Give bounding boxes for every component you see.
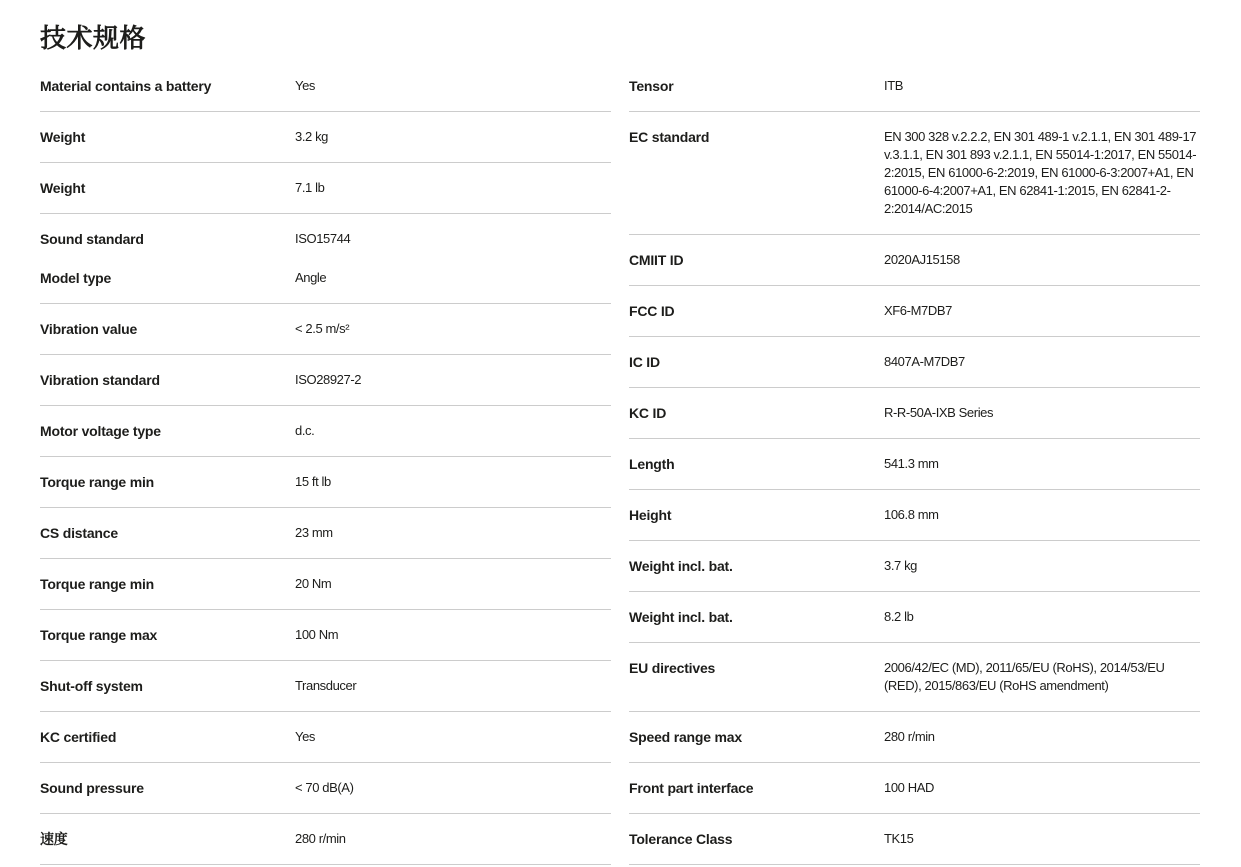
spec-label: CS distance xyxy=(40,525,118,541)
spec-row xyxy=(629,235,1200,286)
spec-label: Length xyxy=(629,456,675,472)
spec-label: FCC ID xyxy=(629,303,675,319)
spec-row xyxy=(40,214,611,253)
spec-value: Transducer xyxy=(295,678,357,693)
spec-label: Weight xyxy=(40,129,86,145)
spec-label: Height xyxy=(629,507,672,523)
spec-label: Weight xyxy=(40,180,86,196)
spec-label: Shut-off system xyxy=(40,678,143,694)
spec-row xyxy=(40,661,611,712)
spec-row xyxy=(629,541,1200,592)
spec-label: Vibration standard xyxy=(40,372,160,388)
spec-row xyxy=(40,712,611,763)
spec-value: 23 mm xyxy=(295,525,333,540)
page-title: 技术规格 xyxy=(40,23,147,53)
spec-label: Torque range min xyxy=(40,576,154,592)
spec-value: 8407A-M7DB7 xyxy=(884,354,965,369)
spec-value: Yes xyxy=(295,729,316,744)
spec-row xyxy=(629,286,1200,337)
spec-label: Model type xyxy=(40,270,112,286)
spec-row xyxy=(629,439,1200,490)
spec-value: 3.7 kg xyxy=(884,558,918,573)
spec-row xyxy=(40,508,611,559)
spec-row xyxy=(629,490,1200,541)
spec-value: < 70 dB(A) xyxy=(295,780,354,795)
spec-value: 100 Nm xyxy=(295,627,339,642)
spec-value: 280 r/min xyxy=(295,831,346,846)
spec-row xyxy=(629,814,1200,865)
spec-value: d.c. xyxy=(295,423,315,438)
spec-label: Weight incl. bat. xyxy=(629,558,733,574)
spec-row xyxy=(40,559,611,610)
spec-label: Speed range max xyxy=(629,729,742,745)
spec-label: 速度 xyxy=(40,831,68,847)
spec-row xyxy=(629,61,1200,112)
spec-row xyxy=(40,763,611,814)
spec-row xyxy=(629,712,1200,763)
spec-value: Yes xyxy=(295,78,316,93)
spec-row xyxy=(40,355,611,406)
spec-label: EC standard xyxy=(629,129,710,145)
spec-label: KC certified xyxy=(40,729,117,745)
spec-value: R-R-50A-IXB Series xyxy=(884,405,994,420)
spec-row xyxy=(40,406,611,457)
spec-label: Tolerance Class xyxy=(629,831,733,847)
spec-value: 106.8 mm xyxy=(884,507,939,522)
spec-value: 280 r/min xyxy=(884,729,935,744)
spec-row xyxy=(629,388,1200,439)
spec-label: Weight incl. bat. xyxy=(629,609,733,625)
spec-row xyxy=(629,337,1200,388)
spec-value: ISO28927-2 xyxy=(295,372,362,387)
spec-label: Motor voltage type xyxy=(40,423,161,439)
spec-row xyxy=(40,163,611,214)
spec-row xyxy=(40,610,611,661)
spec-value: 3.2 kg xyxy=(295,129,329,144)
spec-value: 20 Nm xyxy=(295,576,332,591)
spec-row xyxy=(40,814,611,865)
spec-value: Angle xyxy=(295,270,327,285)
spec-column-left xyxy=(40,61,611,865)
spec-row xyxy=(40,304,611,355)
spec-value: XF6-M7DB7 xyxy=(884,303,952,318)
spec-value: ISO15744 xyxy=(295,231,351,246)
spec-label: Front part interface xyxy=(629,780,754,796)
spec-label: KC ID xyxy=(629,405,667,421)
spec-row xyxy=(40,61,611,112)
spec-label: Sound standard xyxy=(40,231,144,247)
spec-value: 8.2 lb xyxy=(884,609,914,624)
spec-row xyxy=(629,763,1200,814)
spec-value: 100 HAD xyxy=(884,780,934,795)
spec-value: EN 300 328 v.2.2.2, EN 301 489-1 v.2.1.1, EN 301 489-17 v.3.1.1, EN 301 893 v.2.1.1, EN 55014-1:2017, EN 55014-2:2015, EN 61000-6-2:2019, EN 61000-6-3:2007+A1, EN 61000-6-4:2007+A1, EN 62841-1:2015, EN 62841-2-2:2014/AC:2015 xyxy=(884,129,1197,216)
spec-value: 15 ft lb xyxy=(295,474,331,489)
spec-label: IC ID xyxy=(629,354,660,370)
spec-row xyxy=(629,643,1200,712)
spec-value: ITB xyxy=(884,78,904,93)
spec-value: 7.1 lb xyxy=(295,180,325,195)
spec-label: Sound pressure xyxy=(40,780,144,796)
spec-value: 2020AJ15158 xyxy=(884,252,960,267)
spec-row xyxy=(40,112,611,163)
spec-value: 541.3 mm xyxy=(884,456,939,471)
spec-value: 2006/42/EC (MD), 2011/65/EU (RoHS), 2014/53/EU (RED), 2015/863/EU (RoHS amendment) xyxy=(884,660,1165,693)
spec-label: Tensor xyxy=(629,78,674,94)
spec-label: EU directives xyxy=(629,660,716,676)
spec-value: TK15 xyxy=(884,831,914,846)
spec-label: Material contains a battery xyxy=(40,78,212,94)
spec-row xyxy=(40,253,611,304)
spec-label: CMIIT ID xyxy=(629,252,684,268)
spec-value: < 2.5 m/s² xyxy=(295,321,350,336)
spec-label: Torque range max xyxy=(40,627,158,643)
spec-label: Vibration value xyxy=(40,321,138,337)
spec-row xyxy=(629,592,1200,643)
spec-column-right xyxy=(629,61,1200,865)
spec-row xyxy=(629,112,1200,235)
spec-row xyxy=(40,457,611,508)
spec-columns xyxy=(40,61,1200,865)
spec-label: Torque range min xyxy=(40,474,154,490)
